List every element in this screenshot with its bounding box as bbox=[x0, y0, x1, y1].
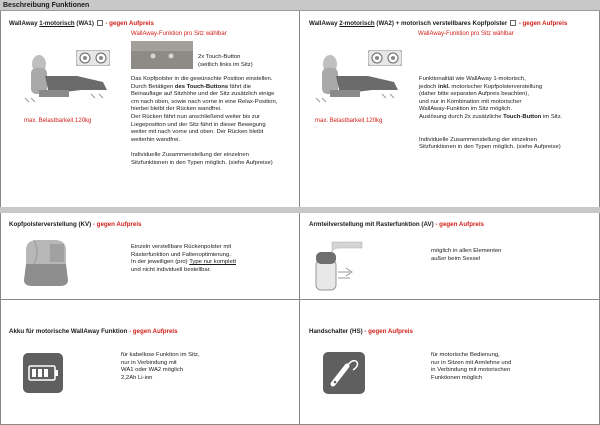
hs-title: Handschalter (HS) - gegen Aufpreis bbox=[309, 328, 413, 335]
wa2-max-load: max. Belastbarkeit 120kg bbox=[315, 118, 383, 124]
touch-button-icon bbox=[76, 50, 110, 66]
remote-symbol-icon bbox=[510, 20, 516, 26]
headrest-adjust-icon bbox=[20, 236, 74, 290]
wa2-description: Funktionalität wie WallAway 1-motorisch, jedoch inkl. motorischer Kopfpolsterverstellung (daher bitte separaten Aufpreis beachten), und nur in Kombination mit motorischer WallAway-Funktion im Sitz möglich. Auslösung durch 2x zusätzliche Touch-Button im Sitz. Individuelle Zusammenstellung der einzelnen Sitzfunktionen in den Typen möglich. (siehe Aufpreise) bbox=[419, 76, 563, 151]
row-separator-1 bbox=[0, 207, 600, 213]
kv-title: Kopfpolsterverstellung (KV) - gegen Aufpreis bbox=[9, 221, 142, 228]
section-title: Beschreibung Funktionen bbox=[3, 2, 90, 9]
wa1-title: WallAway 1-motorisch (WA1) - gegen Aufpreis bbox=[9, 20, 154, 27]
hs-description: für motorische Bedienung, nur in Sitzen mit Armlehne und in Verbindung mit motorischen Funktionen möglich bbox=[431, 352, 512, 381]
wa1-subtitle: WallAway-Funktion pro Sitz wählbar bbox=[131, 31, 227, 37]
kv-description: Einzeln verstellbare Rückenpolster mit Rasterfunktion und Faltenoptimierung. In der jeweiligen (pro) Type nur komplett und nicht individuell bestellbar. bbox=[131, 244, 237, 273]
av-description: möglich in allen Elementen außer beim Sessel bbox=[431, 248, 502, 262]
akku-title: Akku für motorische WallAway Funktion - gegen Aufpreis bbox=[9, 328, 178, 335]
row-separator-2 bbox=[0, 299, 600, 300]
akku-description: für kabellose Funktion im Sitz, nur in Verbindung mit WA1 oder WA2 möglich 2,2Ah Li-ion bbox=[121, 352, 200, 381]
av-title: Armteilverstellung mit Rasterfunktion (AV) - gegen Aufpreis bbox=[309, 221, 484, 228]
left-border bbox=[0, 11, 1, 425]
battery-icon bbox=[23, 353, 63, 393]
wa1-description: Das Kopfpolster in die gewünschte Position einstellen. Durch Betätigen des Touch-Buttons fährt die Beinauflage auf Sitzhöhe und der Sitz zusätzlich einige cm nach oben, sowie nach vorne in eine Relax-Position, hierbei bleibt der Rücken wandfrei. Der Rücken fährt nun anschließend weiter bis zur Liegeposition und der Sitz fährt in dieser Bewegung weiter mit nach vorne und oben. Der Rücken bleibt weiterhin wandfrei. Individuelle Zusammenstellung der einzelnen Sitzfunktionen in den Typen möglich. (siehe Aufpreise) bbox=[131, 76, 278, 166]
section-header bbox=[0, 0, 600, 11]
wa1-max-load: max. Belastbarkeit 120kg bbox=[24, 118, 92, 124]
armrest-adjust-icon bbox=[312, 238, 368, 296]
wa1-touch-note: 2x Touch-Button (seitlich links im Sitz) bbox=[198, 54, 253, 68]
column-divider bbox=[299, 11, 300, 425]
wa2-subtitle: WallAway-Funktion pro Sitz wählbar bbox=[418, 31, 514, 37]
touch-button-icon bbox=[368, 50, 402, 66]
hand-switch-icon bbox=[323, 352, 365, 394]
remote-symbol-icon bbox=[97, 20, 103, 26]
wa1-seat-photo bbox=[131, 41, 193, 69]
wa2-title: WallAway 2-motorisch (WA2) + motorisch verstellbares Kopfpolster - gegen Aufpreis bbox=[309, 20, 568, 27]
